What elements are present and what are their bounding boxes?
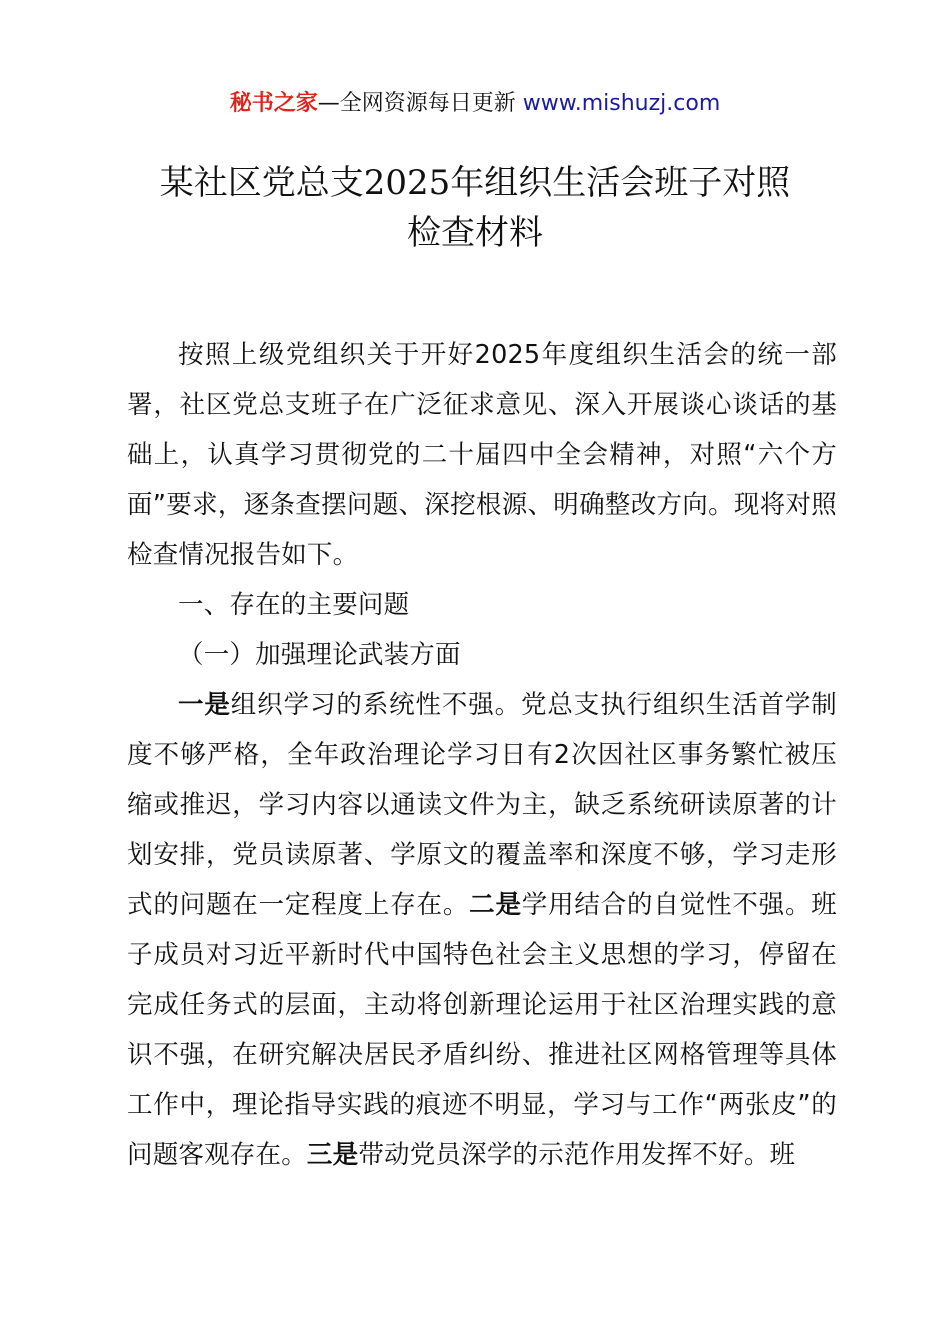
point-text: 组织学习的系统性不强。党总支执行组织生活首学制度不够严格，全年政治理论学习日有2次因社区事务繁忙被压缩或推迟，学习内容以通读文件为主，缺乏系统研读原著的计划安排，党员读原著、学原文的覆盖率和深度不够，学习走形式的问题在一定程度上存在。 (127, 690, 837, 920)
site-brand: 秘书之家 (229, 91, 318, 116)
issues-paragraph (127, 680, 837, 1180)
point-text: 带动党员深学的示范作用发挥不好。班 (358, 1140, 796, 1170)
document-title (100, 158, 850, 258)
document-title-line-2: 检查材料 (407, 213, 543, 253)
site-tagline: —全网资源每日更新 (317, 91, 523, 116)
section-heading: 一、存在的主要问题 (178, 590, 410, 620)
document-title-line-1: 某社区党总支2025年组织生活会班子对照 (159, 163, 791, 203)
point-label: 一是 (178, 690, 231, 720)
site-url[interactable]: www.mishuzj.com (522, 91, 721, 116)
point-label: 三是 (306, 1140, 359, 1170)
subsection-heading: （一）加强理论武装方面 (178, 640, 461, 670)
site-header (0, 86, 950, 122)
intro-paragraph: 按照上级党组织关于开好2025年度组织生活会的统一部署，社区党总支班子在广泛征求意见、深入开展谈心谈话的基础上，认真学习贯彻党的二十届四中全会精神，对照“六个方面”要求，逐条查摆问题、深挖根源、明确整改方向。现将对照检查情况报告如下。 (127, 340, 837, 570)
document-body (127, 330, 837, 1180)
point-text: 学用结合的自觉性不强。班子成员对习近平新时代中国特色社会主义思想的学习，停留在完成任务式的层面，主动将创新理论运用于社区治理实践的意识不强，在研究解决居民矛盾纠纷、推进社区网格管理等具体工作中，理论指导实践的痕迹不明显，学习与工作“两张皮”的问题客观存在。 (127, 890, 837, 1170)
point-label: 二是 (469, 890, 522, 920)
